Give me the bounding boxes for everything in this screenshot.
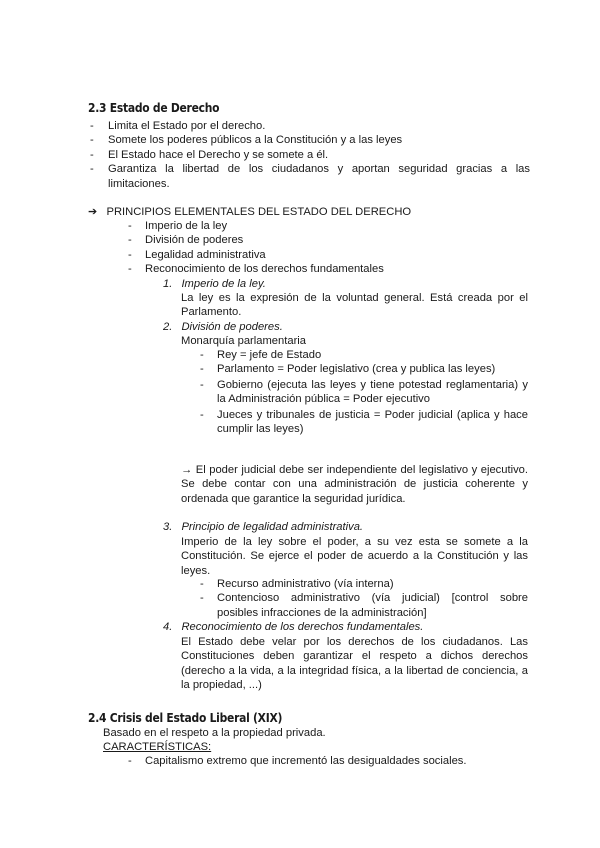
- list-item: - Parlamento = Poder legislativo (crea y publica las leyes): [200, 363, 496, 376]
- numbered-item-3-text: Imperio de la ley sobre el poder, a su vez esta se somete a la Constitución. Se ejerce el poder de acuerdo a la Constitución y las leyes.: [181, 536, 528, 577]
- numbered-item-2-title: 2. División de poderes.: [163, 321, 283, 333]
- numbered-item-1-title: 1. Imperio de la ley.: [163, 278, 266, 290]
- list-item: - Imperio de la ley: [128, 220, 228, 232]
- section2-subheading: CARACTERÍSTICAS:: [103, 741, 212, 753]
- list-item: - Garantiza la libertad de los ciudadanos y aportan seguridad gracias a las limitaciones.: [90, 163, 530, 190]
- principles-list: [128, 219, 528, 277]
- list-item: - El Estado hace el Derecho y se somete a él.: [90, 148, 329, 161]
- list-item: - Somete los poderes públicos a la Constitución y a las leyes: [90, 134, 403, 147]
- list-item: - Gobierno (ejecuta las leyes y tiene potestad reglamentaria) y la Administración pública = Poder ejecutivo: [200, 378, 528, 406]
- list-item: - Jueces y tribunales de justicia = Poder judicial (aplica y hace cumplir las leyes): [200, 408, 528, 436]
- section-heading-2-4: 2.4 Crisis del Estado Liberal (XIX): [88, 710, 283, 725]
- numbered-item-2-note: → El poder judicial debe ser independiente del legislativo y ejecutivo. Se debe contar con una administración de justicia coherente y ordenada que garantice la seguridad jurídica.: [181, 464, 528, 505]
- section-heading-2-3: 2.3 Estado de Derecho: [88, 100, 220, 115]
- list-item: - Recurso administrativo (vía interna): [200, 578, 394, 590]
- caracteristicas-list: [128, 754, 528, 768]
- recursos-list: [200, 577, 528, 620]
- bullet-list-estado-derecho: [90, 119, 530, 191]
- principles-title: ➔ PRINCIPIOS ELEMENTALES DEL ESTADO DEL DERECHO: [88, 206, 412, 218]
- numbered-item-4-text: El Estado debe velar por los derechos de los ciudadanos. Las Constituciones deben garantizar el respeto a dichos derechos (derecho a la vida, a la integridad física, a la libertad de conciencia, a la propiedad, ...): [181, 636, 528, 692]
- list-item: - División de poderes: [128, 234, 244, 247]
- arrow-right-icon: ➔: [88, 206, 98, 218]
- numbered-item-3-title: 3. Principio de legalidad administrativa.: [163, 521, 364, 533]
- list-item: - Rey = jefe de Estado: [200, 349, 322, 361]
- list-item: - Reconocimiento de los derechos fundamentales: [128, 263, 384, 276]
- numbered-item-2-intro: Monarquía parlamentaria: [181, 335, 306, 347]
- list-item: - Capitalismo extremo que incrementó las desigualdades sociales.: [128, 755, 467, 767]
- numbered-item-1-text: La ley es la expresión de la voluntad general. Está creada por el Parlamento.: [181, 292, 528, 319]
- numbered-item-4-title: 4. Reconocimiento de los derechos fundamentales.: [163, 621, 424, 633]
- list-item: - Contencioso administrativo (vía judicial) [control sobre posibles infracciones de la administración]: [200, 592, 528, 619]
- list-item: - Legalidad administrativa: [128, 248, 266, 261]
- poderes-list: [200, 348, 528, 436]
- section2-line: Basado en el respeto a la propiedad privada.: [103, 727, 326, 739]
- list-item: - Limita el Estado por el derecho.: [90, 120, 266, 132]
